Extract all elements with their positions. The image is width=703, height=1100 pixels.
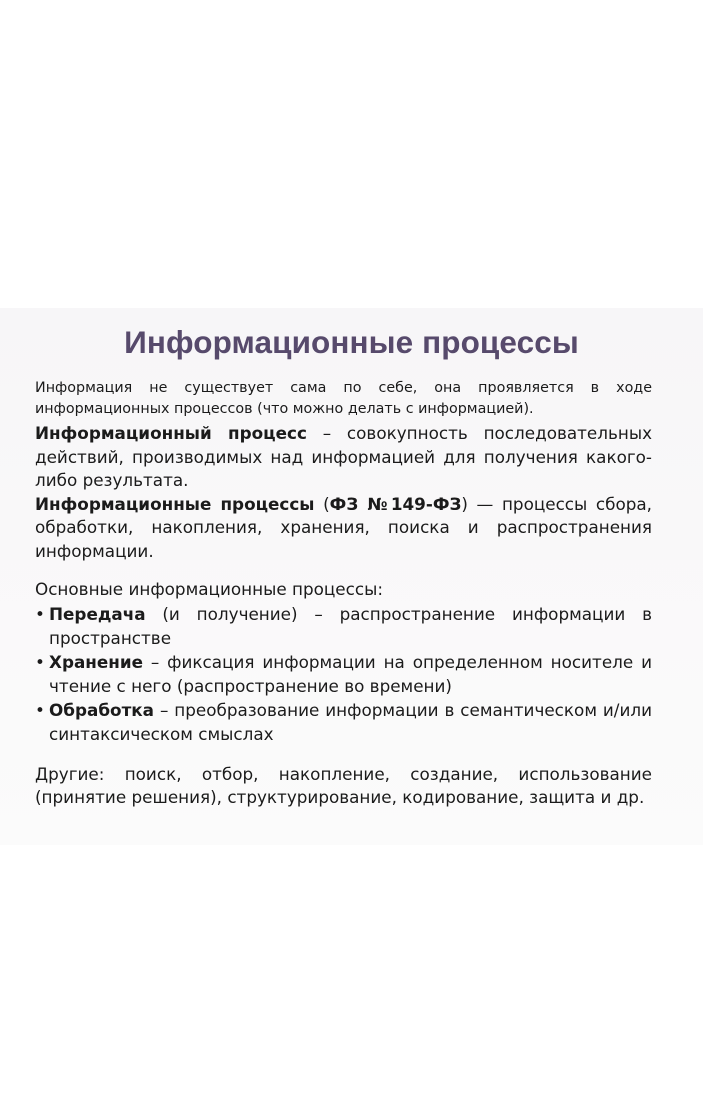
law-definition-term: Информационные процессы: [35, 493, 315, 514]
process-list: [35, 602, 652, 746]
law-paren-open: (: [314, 493, 330, 514]
bullet-dot: •: [35, 651, 45, 672]
slide-title: Информационные процессы: [124, 324, 579, 360]
law-reference: ФЗ №149-ФЗ: [329, 493, 462, 514]
list-item-text: – преобразование информации в семантическом и/или синтаксическом смыслах: [49, 699, 652, 744]
list-intro: Основные информационные процессы:: [35, 579, 383, 599]
others-paragraph: Другие: поиск, отбор, накопление, создание, использование (принятие решения), структурирование, кодирование, защита и др.: [35, 763, 652, 807]
bullet-dot: •: [35, 603, 45, 624]
spacer: [35, 746, 652, 763]
law-definition-paragraph: [35, 493, 652, 564]
list-item-text: – фиксация информации на определенном носителе и чтение с него (распространение во времени): [49, 651, 652, 696]
slide-body: [35, 378, 652, 810]
law-definition-text: ) — процессы сбора, обработки, накопления, хранения, поиска и распространения информации.: [35, 493, 653, 561]
list-item-term: Обработка: [49, 699, 155, 720]
spacer: [35, 563, 652, 578]
definition-term: Информационный процесс: [35, 423, 307, 443]
list-item-term: Хранение: [49, 651, 143, 672]
list-item-processing: [35, 698, 652, 746]
bullet-dot: •: [35, 699, 45, 720]
list-item-term: Передача: [49, 603, 146, 624]
definition-paragraph: [35, 422, 652, 493]
list-item-storage: [35, 650, 652, 698]
definition-text: – совокупность последовательных действий, производимых над информацией для получения какого-либо результата.: [35, 423, 652, 490]
list-item-transfer: [35, 602, 652, 650]
list-item-text: (и получение) – распространение информации в пространстве: [49, 603, 652, 648]
intro-paragraph: Информация не существует сама по себе, она проявляется в ходе информационных процессов (что можно делать с информацией).: [35, 380, 652, 417]
